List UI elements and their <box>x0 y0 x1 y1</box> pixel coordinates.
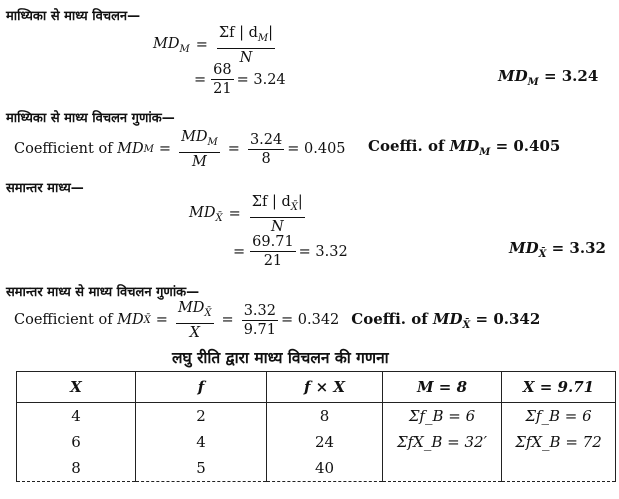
header-x: X <box>17 372 136 403</box>
median-coeff-result: Coeffi. of $MD_M = 0.405$ <box>368 137 561 158</box>
mean-md-formula: $MD_{X̄}$ = $\frac{\Sigma f | d_{X̄}|}{N}$ <box>189 194 303 235</box>
table-title: लघु रीति द्वारा माध्य विचलन की गणना <box>172 349 389 367</box>
table-header-row <box>17 372 616 403</box>
table-cell: 8 <box>17 455 136 482</box>
mean-coeff-fraction-symbolic: $\frac{MD_{X̄}}{X}$ <box>177 300 212 341</box>
table-row <box>17 455 616 482</box>
table-cell: 4 <box>136 429 267 455</box>
table-cell: ΣfX_B = 72 <box>502 429 616 455</box>
md-formula-fraction: $\frac{\Sigma f | d_M|}{N}$ <box>218 25 274 66</box>
header-f: f <box>136 372 267 403</box>
md-calc-fraction: $\frac{68}{21}$ <box>213 62 232 97</box>
table-cell: 40 <box>267 455 383 482</box>
table-cell: 2 <box>136 403 267 430</box>
calculation-table <box>16 371 616 482</box>
mean-md-result: $MD_{X̄} = 3.32$ <box>509 239 606 260</box>
header-xbar: X = 9.71 <box>502 372 616 403</box>
median-md-formula <box>153 25 278 66</box>
table-cell: Σf_B = 6 <box>502 403 616 430</box>
table-cell: ΣfX_B = 32′ <box>383 429 502 455</box>
coeff-fraction-symbolic: $\frac{MD_M}{M}$ <box>181 129 218 170</box>
mean-md-formula-fraction: $\frac{\Sigma f | d_{X̄}|}{N}$ <box>251 194 303 235</box>
mean-coeff-result: Coeffi. of $MD_{X̄} = 0.342$ <box>351 309 541 331</box>
mean-coeff-formula: Coefficient of MD X̄ = $\frac{MD_{X̄}}{X}$ = $\frac{3.32}{9.71}$ = 0.342 Coeffi. of $MD_{X̄} = 0.342$ <box>14 300 541 341</box>
median-md-calculation: = $\frac{68}{21}$ = 3.24 <box>194 62 286 97</box>
table-cell: 5 <box>136 455 267 482</box>
mean-heading: समान्तर माध्य— <box>6 181 84 196</box>
table-row <box>17 403 616 430</box>
header-m: M = 8 <box>383 372 502 403</box>
table-cell <box>383 455 502 482</box>
table-cell: 6 <box>17 429 136 455</box>
mean-md-calc-fraction: $\frac{69.71}{21}$ <box>252 234 294 269</box>
table-cell: 8 <box>267 403 383 430</box>
header-fx: f × X <box>267 372 383 403</box>
md-calc-result: = 3.24 <box>236 71 286 88</box>
table-cell: Σf_B = 6 <box>383 403 502 430</box>
mean-coeff-heading: समान्तर माध्य से माध्य विचलन गुणांक— <box>6 285 200 300</box>
table-cell: 24 <box>267 429 383 455</box>
table-row <box>17 429 616 455</box>
median-coeff-formula: Coefficient of MD M = $\frac{MD_M}{M}$ = $\frac{3.24}{8}$ = 0.405 <box>14 129 346 170</box>
md-symbol: $MD_M$ <box>153 36 190 55</box>
mean-md-calculation: = $\frac{69.71}{21}$ = 3.32 <box>233 234 348 269</box>
equals-sign: = <box>195 37 208 54</box>
table-cell <box>502 455 616 482</box>
table-cell: 4 <box>17 403 136 430</box>
coeff-fraction-numeric: $\frac{3.24}{8}$ <box>249 131 283 167</box>
mean-coeff-fraction-numeric: $\frac{3.32}{9.71}$ <box>243 302 276 338</box>
median-coeff-heading: माध्यिका से माध्य विचलन गुणांक— <box>6 111 175 126</box>
median-md-heading: माध्यिका से माध्य विचलन— <box>6 9 141 24</box>
median-md-result: $MD_M = 3.24$ <box>498 67 599 88</box>
